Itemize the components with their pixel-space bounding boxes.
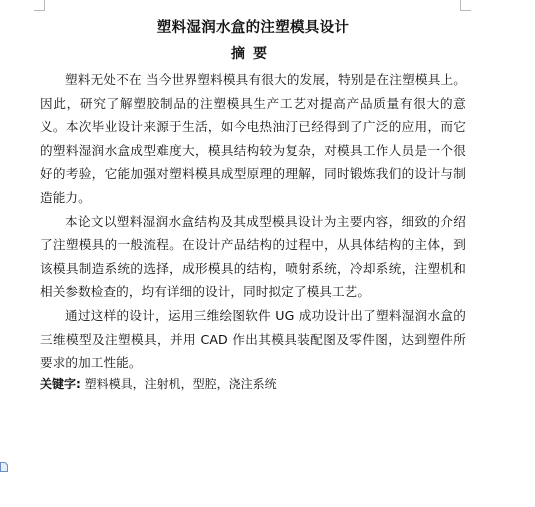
document-icon[interactable]	[0, 462, 8, 472]
keywords-text: 塑料模具，注射机，型腔，浇注系统	[80, 376, 277, 391]
crop-mark-top-right	[460, 0, 471, 11]
document-icon-glyph	[0, 462, 8, 472]
document-page	[40, 18, 466, 393]
abstract-paragraph-3: 通过这样的设计，运用三维绘图软件 UG 成功设计出了塑料湿润水盒的三维模型及注塑模具，并用 CAD 作出其模具装配图及零件图，达到塑件所要求的加工性能。	[40, 307, 466, 371]
abstract-heading: 摘要	[231, 46, 275, 62]
abstract-paragraph-2: 本论文以塑料湿润水盒结构及其成型模具设计为主要内容，细致的介绍了注塑模具的一般流程。在设计产品结构的过程中，从具体结构的主体，到该模具制造系统的选择，成形模具的结构，喷射系统，冷却系统，注塑机和相关参数检查的，均有详细的设计，同时拟定了模具工艺。	[40, 213, 466, 300]
crop-mark-top-left	[34, 0, 45, 11]
abstract-paragraph-1: 塑料无处不在 当今世界塑料模具有很大的发展，特别是在注塑模具上。因此，研究了解塑胶制品的注塑模具生产工艺对提高产品质量有很大的意义。本次毕业设计来源于生活，如今电热油汀已经得到了广泛的应用，而它的塑料湿润水盒成型难度大，模具结构较为复杂，对模具工作人员是一个很好的考验，它能加强对塑料模具成型原理的理解，同时锻炼我们的设计与制造能力。	[40, 72, 466, 205]
keywords-label: 关键字:	[40, 376, 81, 391]
keywords-line	[40, 375, 466, 393]
document-title: 塑料湿润水盒的注塑模具设计	[156, 20, 350, 36]
